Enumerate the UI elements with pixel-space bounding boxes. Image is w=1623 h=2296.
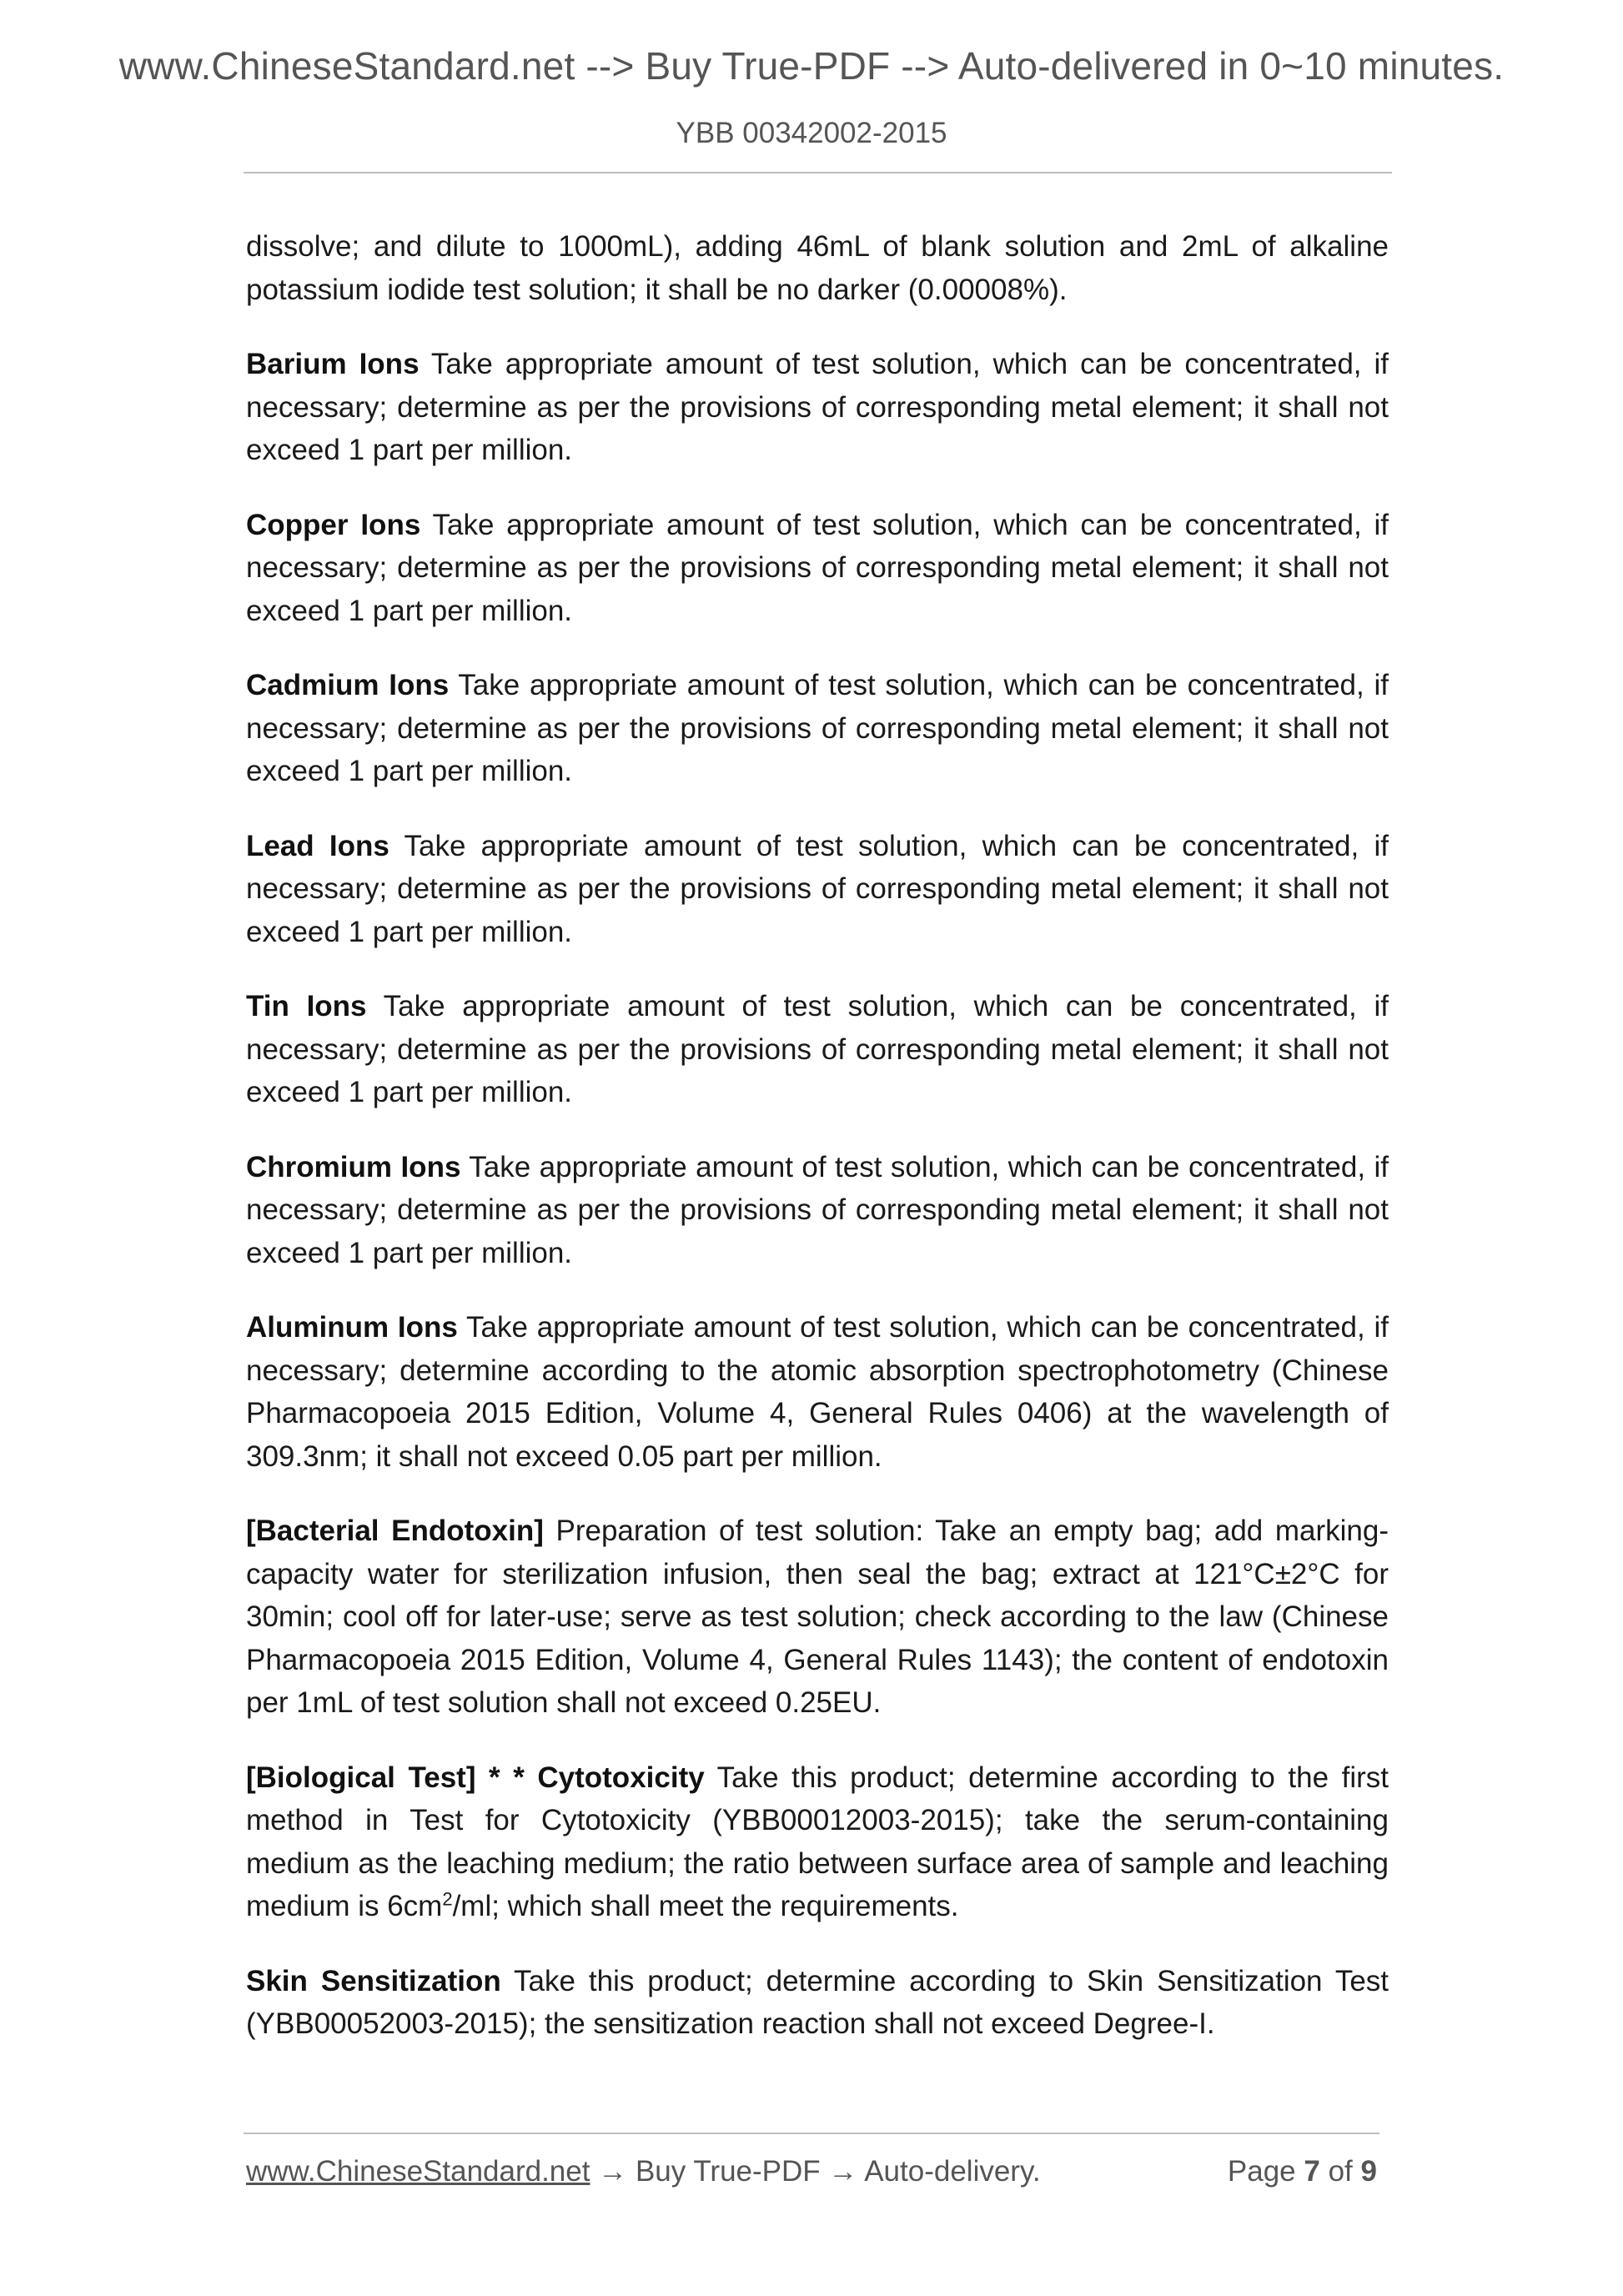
- page-total: 9: [1360, 2155, 1377, 2188]
- document-code: YBB 00342002-2015: [676, 117, 947, 149]
- paragraph-text-tail: /ml; which shall meet the requirements.: [452, 1890, 959, 1922]
- paragraph-skin-sensitization: [246, 1960, 1389, 2046]
- paragraph-text: Take appropriate amount of test solution, which can be concentrated, if necessary; determine according to the atomic absorption spectrophotometry (Chinese Pharmacopoeia 2015 Edition, Volume 4, General Rules 0406) at the wavelength of 309.3nm; it shall not exceed 0.05 part per million.: [246, 1311, 1389, 1473]
- paragraph-copper-ions: [246, 504, 1389, 633]
- paragraph-cytotoxicity: [246, 1756, 1389, 1928]
- paragraph-bacterial-endotoxin: [246, 1510, 1389, 1725]
- paragraph-heading: Chromium Ions: [246, 1150, 461, 1183]
- arrow-right-icon: →: [598, 2155, 628, 2188]
- paragraph-text: Take this product; determine according to the first method in Test for Cytotoxicity (YBB00012003-2015); take the serum-containing medium as the leaching medium; the ratio between surface area of sample and leaching medium is 6cm: [246, 1761, 1389, 1922]
- paragraph-continuation: [246, 225, 1389, 311]
- paragraph-text: Take appropriate amount of test solution, which can be concentrated, if necessary; determine as per the provisions of corresponding metal element; it shall not exceed 1 part per million.: [246, 508, 1389, 627]
- paragraph-text: Take appropriate amount of test solution, which can be concentrated, if necessary; determine as per the provisions of corresponding metal element; it shall not exceed 1 part per million.: [246, 669, 1389, 787]
- paragraph-text: Take appropriate amount of test solution, which can be concentrated, if necessary; determine as per the provisions of corresponding metal element; it shall not exceed 1 part per million.: [246, 1150, 1389, 1269]
- paragraph-heading: [Biological Test] * * Cytotoxicity: [246, 1761, 705, 1794]
- footer-site-link[interactable]: www.ChineseStandard.net: [246, 2155, 590, 2188]
- site-banner[interactable]: www.ChineseStandard.net --> Buy True-PDF --> Auto-delivered in 0~10 minutes.: [118, 44, 1505, 88]
- paragraph-text: Take appropriate amount of test solution, which can be concentrated, if necessary; determine as per the provisions of corresponding metal element; it shall not exceed 1 part per million.: [246, 990, 1389, 1108]
- page-number: [1228, 2155, 1377, 2188]
- footer-delivery-text: Auto-delivery.: [864, 2155, 1041, 2188]
- footer-divider: [244, 2133, 1379, 2134]
- arrow-right-icon: →: [828, 2155, 858, 2188]
- paragraph-heading: Copper Ions: [246, 508, 421, 541]
- paragraph-text: Take appropriate amount of test solution, which can be concentrated, if necessary; determine as per the provisions of corresponding metal element; it shall not exceed 1 part per million.: [246, 829, 1389, 948]
- paragraph-heading: Lead Ions: [246, 829, 389, 862]
- paragraph-text: Preparation of test solution: Take an empty bag; add marking-capacity water for sterilization infusion, then seal the bag; extract at 121°C±2°C for 30min; cool off for later-use; serve as test solution; check according to the law (Chinese Pharmacopoeia 2015 Edition, Volume 4, General Rules 1143); the content of endotoxin per 1mL of test solution shall not exceed 0.25EU.: [246, 1515, 1389, 1719]
- paragraph-heading: Aluminum Ions: [246, 1311, 458, 1344]
- paragraph-heading: Tin Ions: [246, 990, 367, 1022]
- paragraph-heading: Skin Sensitization: [246, 1964, 501, 1997]
- paragraph-text: Take this product; determine according to Skin Sensitization Test (YBB00052003-2015); the sensitization reaction shall not exceed Degree-I.: [246, 1964, 1389, 2040]
- page-footer: [246, 2155, 1380, 2197]
- paragraph-heading: [Bacterial Endotoxin]: [246, 1515, 544, 1547]
- paragraph-heading: Cadmium Ions: [246, 669, 450, 701]
- paragraph-text: Take appropriate amount of test solution, which can be concentrated, if necessary; determine as per the provisions of corresponding metal element; it shall not exceed 1 part per million.: [246, 348, 1389, 466]
- paragraph-tin-ions: [246, 985, 1389, 1114]
- page-of-label: of: [1328, 2155, 1353, 2188]
- footer-buy-text: Buy True-PDF: [635, 2155, 821, 2188]
- document-body: [246, 225, 1389, 2077]
- paragraph-heading: Barium Ions: [246, 348, 420, 380]
- header-divider: [244, 172, 1392, 173]
- footer-links: [246, 2155, 1041, 2188]
- page-label: Page: [1227, 2155, 1296, 2188]
- paragraph-aluminum-ions: [246, 1306, 1389, 1478]
- paragraph-chromium-ions: [246, 1146, 1389, 1275]
- paragraph-lead-ions: [246, 825, 1389, 954]
- paragraph-barium-ions: [246, 343, 1389, 472]
- superscript: 2: [442, 1888, 453, 1910]
- paragraph-cadmium-ions: [246, 664, 1389, 793]
- page-current: 7: [1304, 2155, 1320, 2188]
- paragraph-text: dissolve; and dilute to 1000mL), adding 46mL of blank solution and 2mL of alkaline potassium iodide test solution; it shall be no darker (0.00008%).: [246, 230, 1389, 306]
